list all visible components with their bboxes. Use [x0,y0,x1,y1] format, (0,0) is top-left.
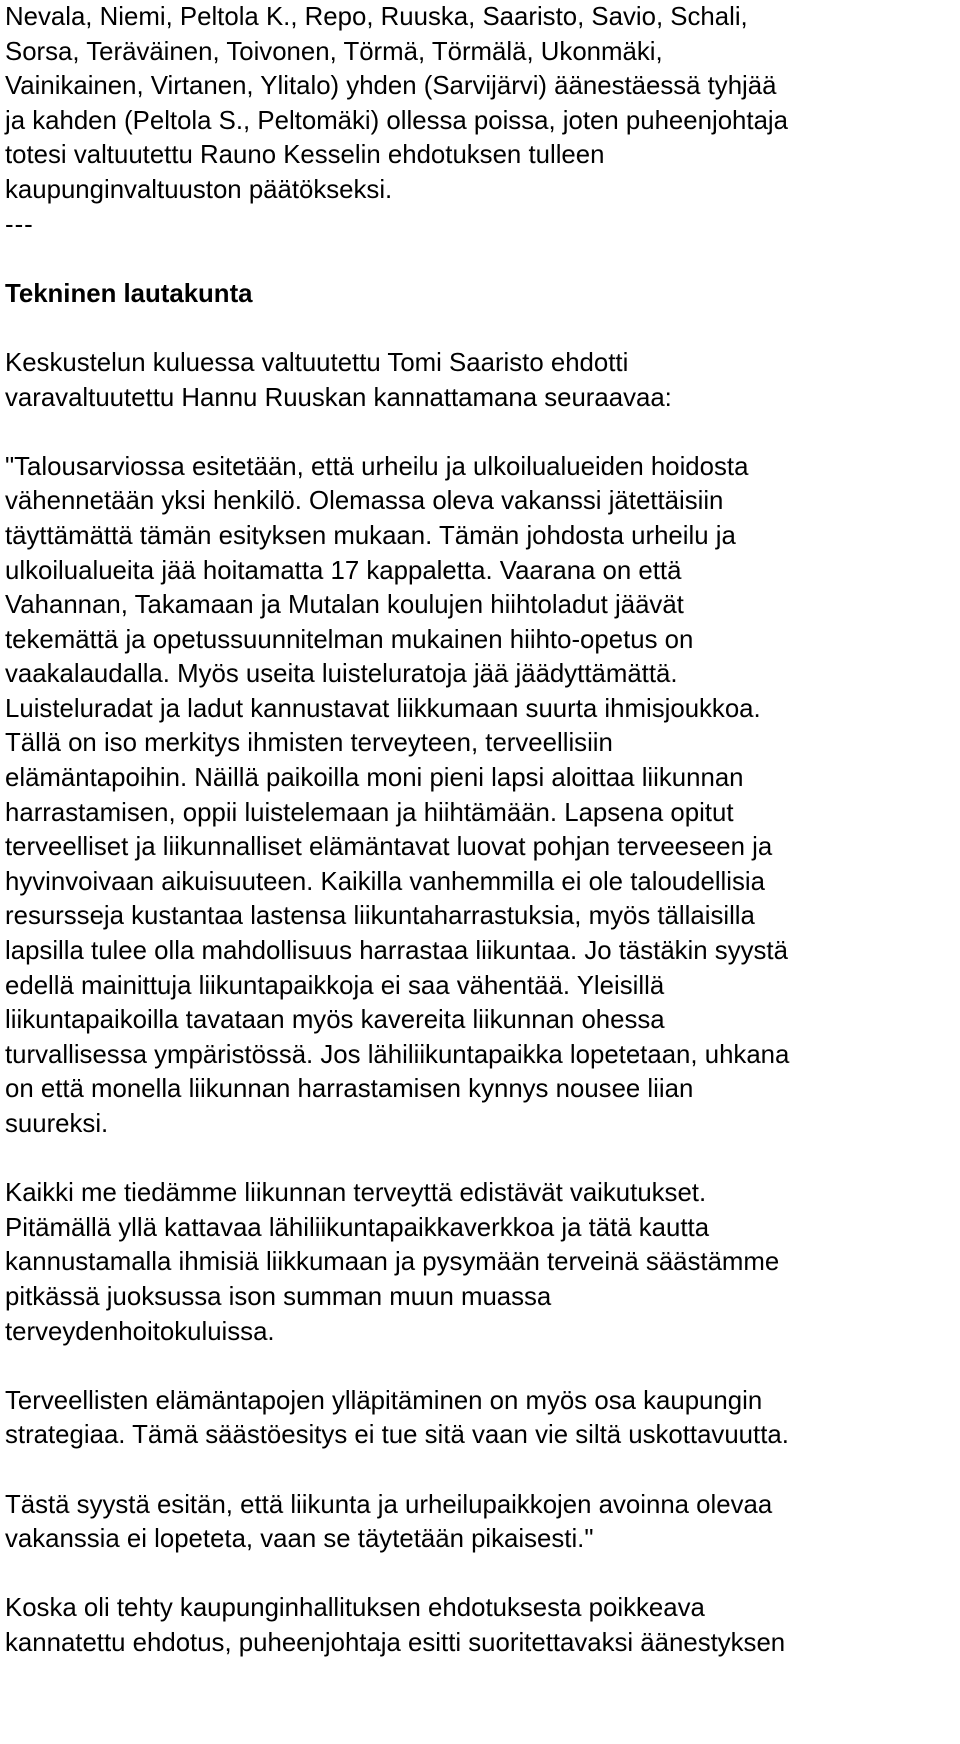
text-line: elämäntapoihin. Näillä paikoilla moni pieni lapsi aloittaa liikunnan [5,764,744,793]
text-line: vähennetään yksi henkilö. Olemassa oleva vakanssi jätettäisiin [5,487,724,516]
text-line: Koska oli tehty kaupunginhallituksen ehdotuksesta poikkeava [5,1594,705,1623]
intro-paragraph [5,0,960,208]
text-line: strategiaa. Tämä säästöesitys ei tue sitä vaan vie siltä uskottavuutta. [5,1421,789,1450]
quote-paragraph-2 [5,1176,960,1349]
text-line: terveydenhoitokuluissa. [5,1317,275,1346]
text-line: vakanssia ei lopeteta, vaan se täytetään pikaisesti." [5,1525,594,1554]
text-line: ulkoilualueita jää hoitamatta 17 kappaletta. Vaarana on että [5,556,682,585]
text-line: on että monella liikunnan harrastamisen kynnys nousee liian [5,1075,694,1104]
text-line: harrastamisen, oppii luistelemaan ja hiihtämään. Lapsena opitut [5,798,734,827]
document-body [5,0,960,1661]
text-line: Nevala, Niemi, Peltola K., Repo, Ruuska, Saaristo, Savio, Schali, [5,3,748,31]
text-line: Kaikki me tiedämme liikunnan terveyttä edistävät vaikutukset. [5,1179,707,1208]
section-heading: Tekninen lautakunta [5,279,253,308]
text-line: Vainikainen, Virtanen, Ylitalo) yhden (Sarvijärvi) äänestäessä tyhjää [5,72,777,101]
text-line: Tästä syystä esitän, että liikunta ja urheilupaikkojen avoinna olevaa [5,1490,773,1519]
text-line: pitkässä juoksussa ison summan muun muassa [5,1282,552,1311]
text-line: Tällä on iso merkitys ihmisten terveyteen, terveellisiin [5,729,613,758]
blank-line [5,1349,960,1384]
text-line: kannustamalla ihmisiä liikkumaan ja pysymään terveinä säästämme [5,1248,780,1277]
text-line: Luisteluradat ja ladut kannustavat liikkumaan suurta ihmisjoukkoa. [5,694,761,723]
quote-paragraph-3 [5,1384,960,1453]
quote-paragraph-4 [5,1488,960,1557]
blank-line [5,1557,960,1592]
text-line: Pitämällä yllä kattavaa lähiliikuntapaikkaverkkoa ja tätä kautta [5,1213,710,1242]
text-line: edellä mainittuja liikuntapaikkoja ei saa vähentää. Yleisillä [5,971,665,1000]
text-line: kannatettu ehdotus, puheenjohtaja esitti suoritettavaksi äänestyksen [5,1628,786,1657]
text-line: tekemättä ja opetussuunnitelman mukainen hiihto-opetus on [5,625,694,654]
section-separator: --- [5,210,34,239]
proposal-intro-paragraph [5,346,960,415]
blank-line [5,311,960,346]
blank-line [5,1142,960,1177]
text-line: resursseja kustantaa lastensa liikuntaharrastuksia, myös tällaisilla [5,902,755,931]
text-line: liikuntapaikoilla tavataan myös kavereita liikunnan ohessa [5,1006,665,1035]
text-line: hyvinvoivaan aikuisuuteen. Kaikilla vanhemmilla ei ole taloudellisia [5,867,766,896]
text-line: totesi valtuutettu Rauno Kesselin ehdotuksen tulleen [5,141,605,170]
text-line: "Talousarviossa esitetään, että urheilu ja ulkoilualueiden hoidosta [5,452,749,481]
quote-paragraph-1 [5,450,960,1142]
text-line: Keskustelun kuluessa valtuutettu Tomi Saaristo ehdotti [5,348,629,377]
text-line: turvallisessa ympäristössä. Jos lähiliikuntapaikka lopetetaan, uhkana [5,1040,790,1069]
text-line: Vahannan, Takamaan ja Mutalan koulujen hiihtoladut jäävät [5,591,684,620]
text-line: varavaltuutettu Hannu Ruuskan kannattamana seuraavaa: [5,383,672,412]
closing-paragraph [5,1591,960,1660]
text-line: täyttämättä tämän esityksen mukaan. Tämän johdosta urheilu ja [5,521,736,550]
blank-line [5,415,960,450]
text-line: terveelliset ja liikunnalliset elämäntavat luovat pohjan terveeseen ja [5,833,773,862]
text-line: vaakalaudalla. Myös useita luisteluratoja jää jäädyttämättä. [5,660,678,689]
text-line: Terveellisten elämäntapojen ylläpitäminen on myös osa kaupungin [5,1386,763,1415]
text-line: Sorsa, Teräväinen, Toivonen, Törmä, Törmälä, Ukonmäki, [5,37,663,66]
text-line: lapsilla tulee olla mahdollisuus harrastaa liikuntaa. Jo tästäkin syystä [5,937,788,966]
blank-line [5,1453,960,1488]
text-line: kaupunginvaltuuston päätökseksi. [5,175,393,204]
blank-line [5,242,960,277]
text-line: suureksi. [5,1110,109,1138]
text-line: ja kahden (Peltola S., Peltomäki) ollessa poissa, joten puheenjohtaja [5,106,788,135]
